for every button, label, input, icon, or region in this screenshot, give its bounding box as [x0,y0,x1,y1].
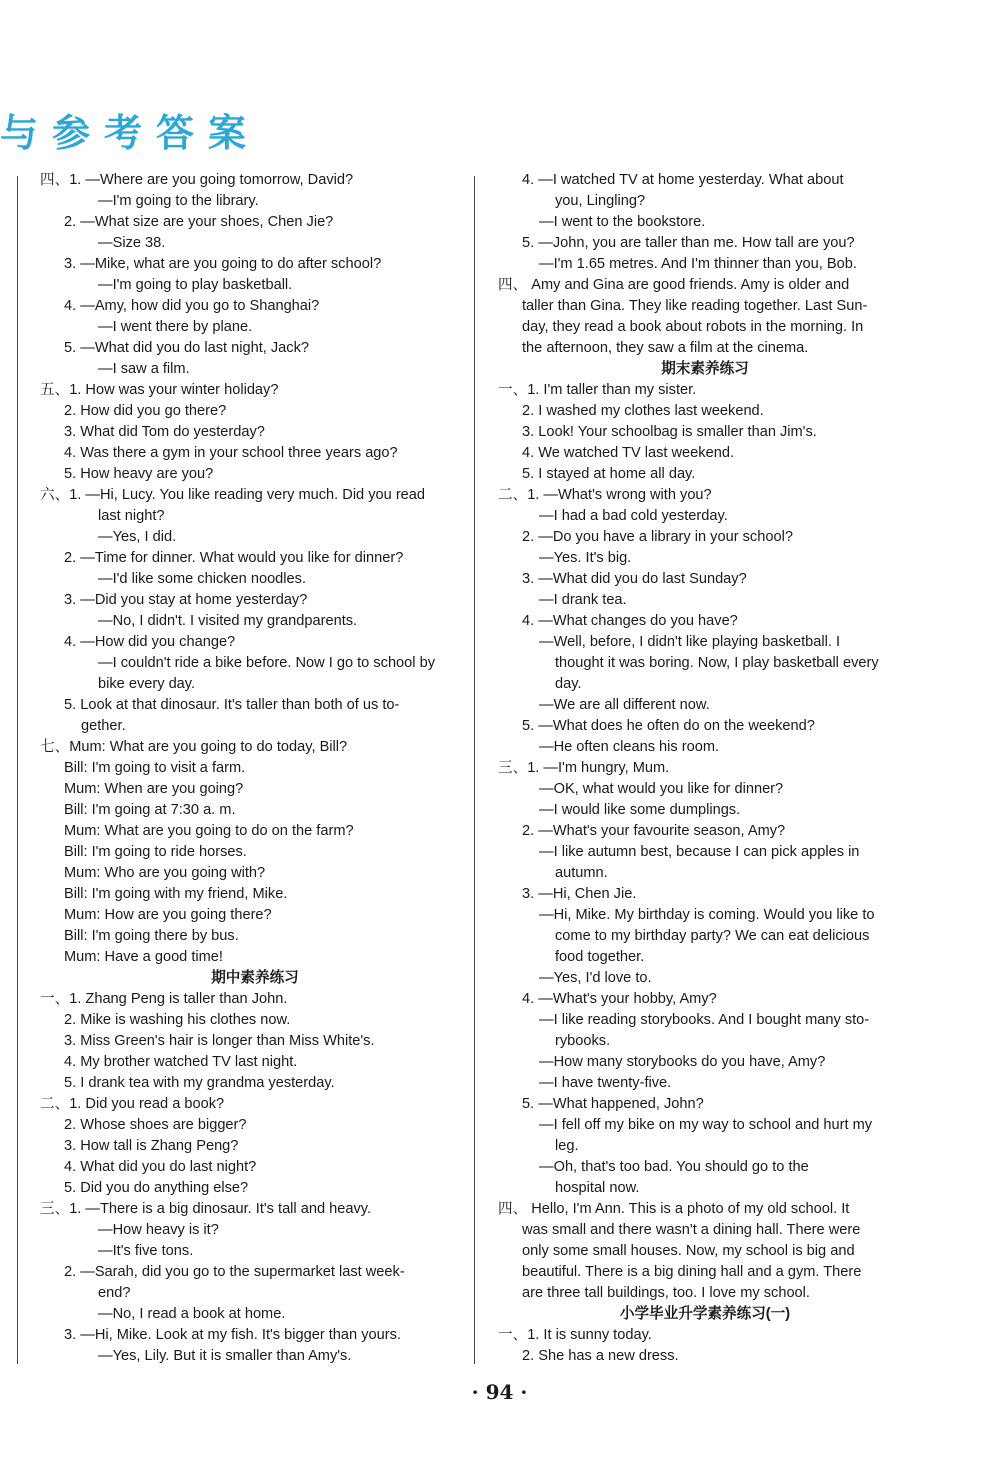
answer-line: 2. —What size are your shoes, Chen Jie? [64,214,334,230]
answer-line: —Yes, I did. [98,529,177,545]
answer-line: 2. I washed my clothes last weekend. [522,403,764,419]
answer-line: 2. How did you go there? [64,403,227,419]
answer-line: was small and there wasn't a dining hall. There were [522,1222,861,1238]
answer-line: 2. —What's your favourite season, Amy? [522,823,786,839]
answer-line: —It's five tons. [98,1243,194,1259]
answer-line: gether. [81,718,126,734]
answer-line: —I saw a film. [98,361,190,377]
answer-line: 一、1. I'm taller than my sister. [498,382,697,398]
answer-line: are three tall buildings, too. I love my school. [522,1285,810,1301]
answer-line: —I had a bad cold yesterday. [539,508,728,524]
answer-line: 3. How tall is Zhang Peng? [64,1138,239,1154]
answer-line: 二、1. Did you read a book? [40,1096,225,1112]
answer-line: —No, I didn't. I visited my grandparents. [98,613,358,629]
section-heading: 小学毕业升学素养练习(一) [619,1306,791,1322]
answer-line: day. [555,676,582,692]
answer-line: 2. —Sarah, did you go to the supermarket last week- [64,1264,405,1280]
left-column [40,170,470,1367]
answer-line: —I'd like some chicken noodles. [98,571,307,587]
answer-line: 四、 Hello, I'm Ann. This is a photo of my old school. It [498,1201,850,1217]
answer-line: —He often cleans his room. [539,739,720,755]
answer-line: —I would like some dumplings. [539,802,741,818]
answer-line: 2. Whose shoes are bigger? [64,1117,247,1133]
answer-line: —I like reading storybooks. And I bought many sto- [539,1012,870,1028]
answer-line: Mum: What are you going to do on the farm? [64,823,354,839]
answer-line: 3. —Mike, what are you going to do after school? [64,256,382,272]
answer-line: 三、1. —I'm hungry, Mum. [498,760,670,776]
answer-line: 3. What did Tom do yesterday? [64,424,265,440]
answer-line: 五、1. How was your winter holiday? [40,382,279,398]
answer-line: 3. —Hi, Chen Jie. [522,886,637,902]
answer-line: 2. She has a new dress. [522,1348,679,1364]
answer-line: 3. Look! Your schoolbag is smaller than Jim's. [522,424,817,440]
answer-line: 一、1. Zhang Peng is taller than John. [40,991,288,1007]
answer-line: the afternoon, they saw a film at the cinema. [522,340,809,356]
answer-line: 四、1. —Where are you going tomorrow, David? [40,172,354,188]
answer-line: —Yes, Lily. But it is smaller than Amy's. [98,1348,352,1364]
answer-line: 5. —What does he often do on the weekend? [522,718,815,734]
answer-line: end? [98,1285,131,1301]
answer-line: 5. —John, you are taller than me. How tall are you? [522,235,855,251]
answer-line: last night? [98,508,165,524]
section-heading: 期末素养练习 [661,361,749,377]
answer-line: hospital now. [555,1180,640,1196]
answer-line: —Yes. It's big. [539,550,632,566]
answer-line: 5. How heavy are you? [64,466,214,482]
answer-line: —How many storybooks do you have, Amy? [539,1054,826,1070]
answer-line: —I couldn't ride a bike before. Now I go to school by [98,655,436,671]
answer-line: autumn. [555,865,608,881]
answer-line: Mum: Have a good time! [64,949,223,965]
page-title: 与参考答案 [0,110,261,155]
answer-line: —I have twenty-five. [539,1075,672,1091]
answer-line: —I like autumn best, because I can pick apples in [539,844,860,860]
answer-line: —Size 38. [98,235,166,251]
answer-line: 4. We watched TV last weekend. [522,445,734,461]
answer-line: —I went there by plane. [98,319,253,335]
answer-line: only some small houses. Now, my school is big and [522,1243,855,1259]
answer-line: —Yes, I'd love to. [539,970,652,986]
answer-line: 4. —I watched TV at home yesterday. What about [522,172,844,188]
answer-line: bike every day. [98,676,196,692]
answer-line: Bill: I'm going with my friend, Mike. [64,886,288,902]
answer-line: 四、 Amy and Gina are good friends. Amy is older and [498,277,850,293]
answer-line: 3. —Did you stay at home yesterday? [64,592,308,608]
answer-line: 七、Mum: What are you going to do today, Bill? [40,739,348,755]
answer-line: 4. —Amy, how did you go to Shanghai? [64,298,320,314]
answer-line: 三、1. —There is a big dinosaur. It's tall and heavy. [40,1201,372,1217]
answer-line: 4. My brother watched TV last night. [64,1054,298,1070]
left-edge-rule [17,176,18,1364]
answer-line: 5. Did you do anything else? [64,1180,249,1196]
answer-line: 一、1. It is sunny today. [498,1327,652,1343]
answer-line: 4. —What's your hobby, Amy? [522,991,717,1007]
answer-line: —How heavy is it? [98,1222,219,1238]
answer-line: —I'm going to the library. [98,193,259,209]
answer-line: —I'm going to play basketball. [98,277,293,293]
answer-line: Bill: I'm going at 7:30 a. m. [64,802,236,818]
answer-line: 5. Look at that dinosaur. It's taller than both of us to- [64,697,400,713]
answer-line: 2. Mike is washing his clothes now. [64,1012,291,1028]
answer-line: thought it was boring. Now, I play basketball every [555,655,879,671]
answer-line: taller than Gina. They like reading together. Last Sun- [522,298,868,314]
answer-line: leg. [555,1138,579,1154]
column-divider [474,176,475,1364]
answer-line: —I drank tea. [539,592,627,608]
answer-line: day, they read a book about robots in the morning. In [522,319,864,335]
answer-line: 六、1. —Hi, Lucy. You like reading very much. Did you read [40,487,426,503]
answer-line: —No, I read a book at home. [98,1306,286,1322]
answer-line: —Oh, that's too bad. You should go to the [539,1159,809,1175]
answer-line: 5. —What happened, John? [522,1096,704,1112]
answer-line: —I went to the bookstore. [539,214,706,230]
answer-line: 4. Was there a gym in your school three years ago? [64,445,398,461]
answer-line: Bill: I'm going there by bus. [64,928,239,944]
answer-line: 3. —What did you do last Sunday? [522,571,747,587]
section-heading: 期中素养练习 [211,970,299,986]
answer-line: 3. —Hi, Mike. Look at my fish. It's bigger than yours. [64,1327,401,1343]
answer-line: 5. —What did you do last night, Jack? [64,340,309,356]
answer-line: Bill: I'm going to ride horses. [64,844,247,860]
answer-line: Bill: I'm going to visit a farm. [64,760,246,776]
answer-line: 4. —What changes do you have? [522,613,738,629]
answer-line: come to my birthday party? We can eat delicious [555,928,870,944]
answer-line: 4. What did you do last night? [64,1159,257,1175]
answer-line: you, Lingling? [555,193,646,209]
answer-line: —Hi, Mike. My birthday is coming. Would you like to [539,907,875,923]
answer-line: —I'm 1.65 metres. And I'm thinner than you, Bob. [539,256,857,272]
answer-line: 3. Miss Green's hair is longer than Miss White's. [64,1033,375,1049]
answer-line: food together. [555,949,645,965]
page-number: · 94 · [471,1380,528,1404]
answer-line: Mum: How are you going there? [64,907,272,923]
answer-line: —OK, what would you like for dinner? [539,781,784,797]
answer-line: Mum: When are you going? [64,781,244,797]
answer-line: beautiful. There is a big dining hall and a gym. There [522,1264,862,1280]
answer-line: 二、1. —What's wrong with you? [498,487,712,503]
answer-line: Mum: Who are you going with? [64,865,266,881]
answer-line: 2. —Do you have a library in your school? [522,529,793,545]
answer-line: 5. I drank tea with my grandma yesterday. [64,1075,335,1091]
answer-line: 5. I stayed at home all day. [522,466,696,482]
answer-line: —Well, before, I didn't like playing basketball. I [539,634,841,650]
answer-line: —I fell off my bike on my way to school and hurt my [539,1117,873,1133]
answer-line: 4. —How did you change? [64,634,236,650]
right-column [498,170,912,1367]
answer-line: 2. —Time for dinner. What would you like for dinner? [64,550,404,566]
answer-line: —We are all different now. [539,697,710,713]
answer-line: rybooks. [555,1033,611,1049]
